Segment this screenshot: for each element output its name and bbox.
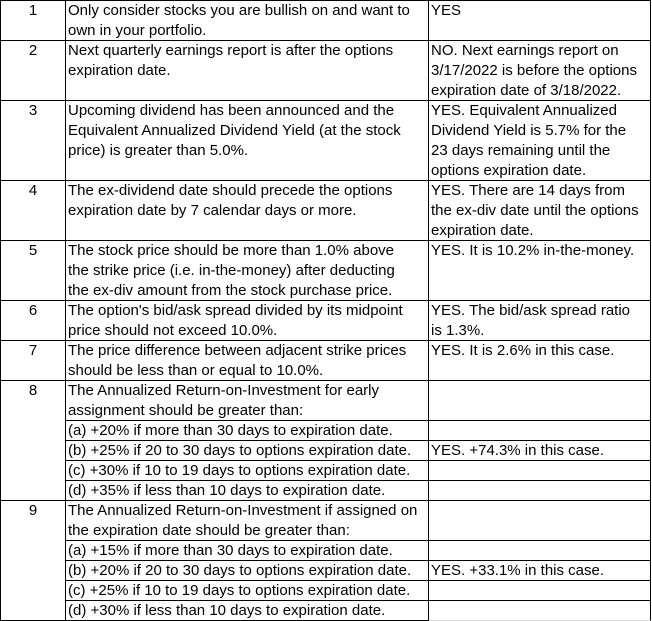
result-line: NO. Next earnings report on (431, 42, 619, 59)
criterion-line: the strike price (i.e. in-the-money) after deducting (68, 262, 395, 279)
criterion-line: price) is greater than 5.0%. (68, 142, 249, 159)
row-number-1[interactable] (0, 0, 66, 41)
result-cell-2[interactable] (429, 41, 651, 101)
criterion-line: (a) +20% if more than 30 days to expiration date. (68, 422, 393, 439)
criterion-line: (d) +35% if less than 10 days to expiration date. (68, 482, 386, 499)
criterion-cell-6[interactable] (66, 301, 429, 341)
criterion-cell-2[interactable] (66, 41, 429, 101)
criterion-line: Next quarterly earnings report is after the options (68, 42, 394, 59)
criterion-line: (c) +30% if 10 to 19 days to options expiration date. (68, 462, 411, 479)
criterion-line: Upcoming dividend has been announced and the (68, 102, 395, 119)
criterion-line: (a) +15% if more than 30 days to expiration date. (68, 542, 393, 559)
result-cell-1[interactable] (429, 0, 651, 41)
result-line: YES. +33.1% in this case. (431, 562, 605, 579)
result-line: the ex-div date until the options (431, 202, 639, 219)
criterion-line: assignment should be greater than: (68, 402, 304, 419)
criterion-cell-9d[interactable] (66, 601, 429, 621)
result-cell-5[interactable] (429, 241, 651, 301)
result-line: 3/17/2022 is before the options (431, 62, 637, 79)
row-number-6[interactable] (0, 301, 66, 341)
criterion-line: (b) +25% if 20 to 30 days to options expiration date. (68, 442, 412, 459)
criterion-line: the ex-div amount from the stock purchase price. (68, 282, 393, 299)
criterion-line: (b) +20% if 20 to 30 days to options expiration date. (68, 562, 412, 579)
criterion-cell-5[interactable] (66, 241, 429, 301)
criterion-line: Only consider stocks you are bullish on and want to (68, 2, 410, 19)
criterion-cell-8-heading[interactable] (66, 381, 429, 421)
criterion-line: should be less than or equal to 10.0%. (68, 362, 324, 379)
criterion-cell-7[interactable] (66, 341, 429, 381)
row-number-8[interactable] (0, 381, 66, 501)
criterion-cell-8c[interactable] (66, 461, 429, 481)
criterion-line: (c) +25% if 10 to 19 days to options expiration date. (68, 582, 411, 599)
row-number-3[interactable] (0, 101, 66, 181)
row-number-9[interactable] (0, 501, 66, 621)
result-cell-3[interactable] (429, 101, 651, 181)
row-number-4[interactable] (0, 181, 66, 241)
criterion-line: expiration date. (68, 62, 171, 79)
criterion-cell-8d[interactable] (66, 481, 429, 501)
result-cell-9d[interactable] (429, 601, 651, 621)
criterion-line: price should not exceed 10.0%. (68, 322, 278, 339)
row-number-text: 9 (28, 502, 38, 519)
criterion-line: The ex-dividend date should precede the options (68, 182, 393, 199)
result-line: is 1.3%. (431, 322, 485, 339)
criterion-cell-3[interactable] (66, 101, 429, 181)
result-cell-9b[interactable] (429, 561, 651, 581)
row-number-text: 3 (28, 102, 38, 119)
result-line: Dividend Yield is 5.7% for the (431, 122, 627, 139)
criterion-cell-1[interactable] (66, 0, 429, 41)
result-line: expiration date of 3/18/2022. (431, 82, 622, 99)
criterion-cell-9a[interactable] (66, 541, 429, 561)
result-cell-8-heading[interactable] (429, 381, 651, 421)
criterion-cell-8b[interactable] (66, 441, 429, 461)
result-line: expiration date. (431, 222, 534, 239)
row-number-7[interactable] (0, 341, 66, 381)
result-line: options expiration date. (431, 162, 587, 179)
result-cell-9-heading[interactable] (429, 501, 651, 541)
row-number-text: 2 (28, 42, 38, 59)
result-cell-9c[interactable] (429, 581, 651, 601)
criterion-cell-4[interactable] (66, 181, 429, 241)
row-number-text: 8 (28, 382, 38, 399)
result-cell-8d[interactable] (429, 481, 651, 501)
result-line: YES. +74.3% in this case. (431, 442, 605, 459)
criterion-line: expiration date by 7 calendar days or more. (68, 202, 357, 219)
result-line: YES. It is 2.6% in this case. (431, 342, 615, 359)
result-cell-7[interactable] (429, 341, 651, 381)
criterion-line: The Annualized Return-on-Investment if assigned on (68, 502, 418, 519)
result-line: YES (431, 2, 462, 19)
row-number-2[interactable] (0, 41, 66, 101)
criterion-line: Equivalent Annualized Dividend Yield (at the stock (68, 122, 401, 139)
criterion-line: The price difference between adjacent strike prices (68, 342, 407, 359)
criterion-line: (d) +30% if less than 10 days to expiration date. (68, 602, 386, 619)
result-line: YES. There are 14 days from (431, 182, 625, 199)
row-number-text: 1 (28, 2, 38, 19)
criterion-line: The option's bid/ask spread divided by its midpoint (68, 302, 403, 319)
result-cell-8c[interactable] (429, 461, 651, 481)
result-cell-4[interactable] (429, 181, 651, 241)
row-number-text: 6 (28, 302, 38, 319)
row-number-5[interactable] (0, 241, 66, 301)
criterion-cell-9c[interactable] (66, 581, 429, 601)
result-line: 23 days remaining until the (431, 142, 611, 159)
criterion-line: The Annualized Return-on-Investment for early (68, 382, 379, 399)
result-cell-9a[interactable] (429, 541, 651, 561)
criterion-line: own in your portfolio. (68, 22, 207, 39)
result-line: YES. The bid/ask spread ratio (431, 302, 630, 319)
row-number-text: 5 (28, 242, 38, 259)
result-cell-8a[interactable] (429, 421, 651, 441)
criterion-line: the expiration date should be greater than: (68, 522, 350, 539)
criterion-cell-8a[interactable] (66, 421, 429, 441)
result-line: YES. It is 10.2% in-the-money. (431, 242, 635, 259)
row-number-text: 4 (28, 182, 38, 199)
criterion-cell-9b[interactable] (66, 561, 429, 581)
result-cell-6[interactable] (429, 301, 651, 341)
result-line: YES. Equivalent Annualized (431, 102, 617, 119)
criterion-line: The stock price should be more than 1.0% above (68, 242, 395, 259)
row-number-text: 7 (28, 342, 38, 359)
result-cell-8b[interactable] (429, 441, 651, 461)
criterion-cell-9-heading[interactable] (66, 501, 429, 541)
